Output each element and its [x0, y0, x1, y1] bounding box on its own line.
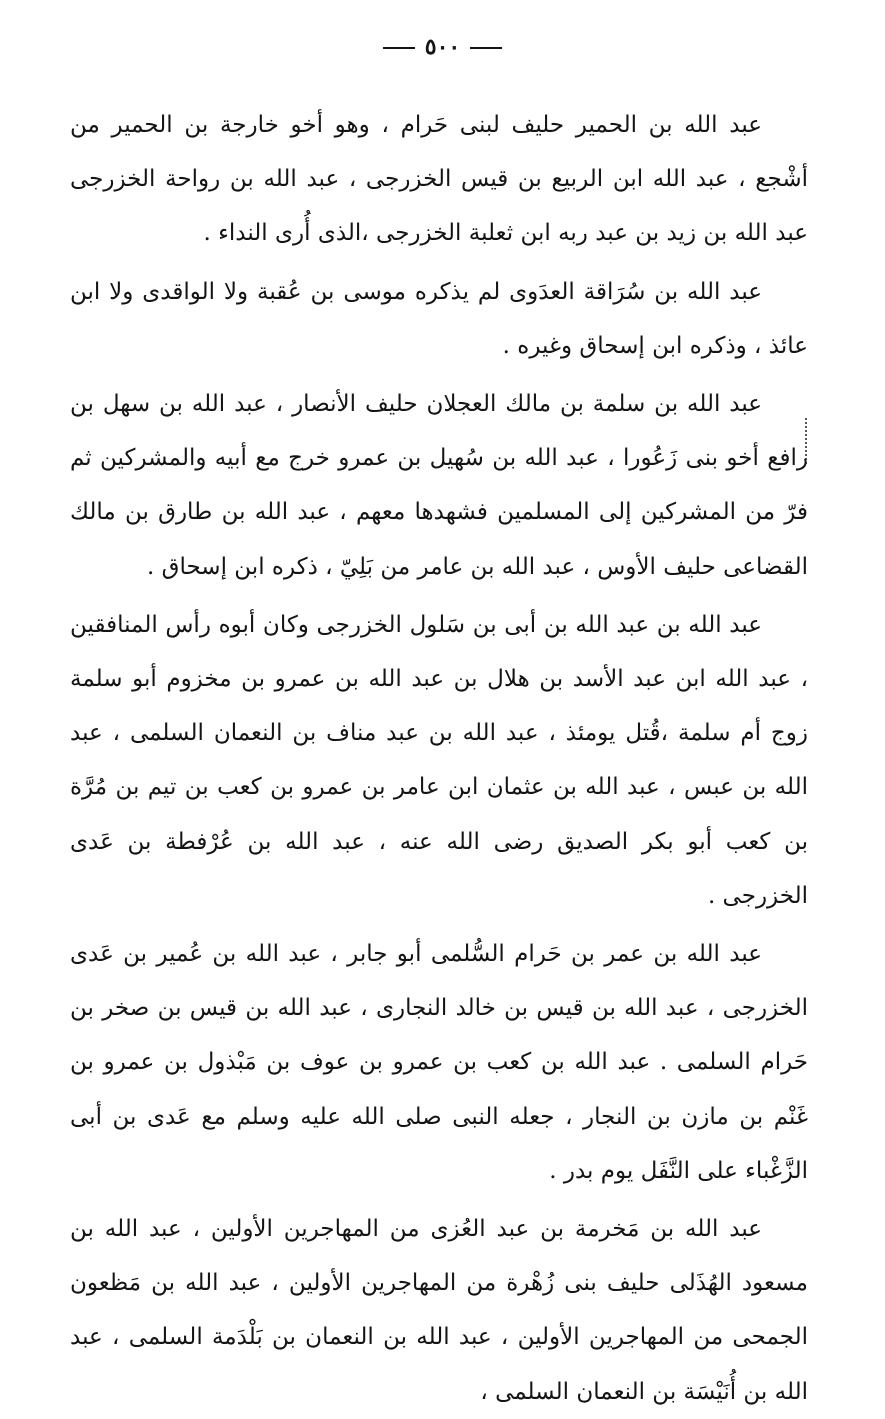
page-number: ٥٠٠: [424, 34, 461, 60]
page-number-header: [0, 34, 885, 60]
paragraph: عبد الله بن سلمة بن مالك العجلان حليف الأنصار ، عبد الله بن سهل بن رافع أخو بنى زَعُورا ، عبد الله بن سُهيل بن عمرو خرج مع أبيه والمشركين ثم فرّ من المشركين إلى المسلمين فشهدها معهم ، عبد الله بن طارق بن مالك القضاعى حليف الأوس ، عبد الله بن عامر من بَلِيّ ، ذكره ابن إسحاق .: [70, 391, 808, 580]
left-dash: [383, 47, 415, 49]
body-text: [70, 98, 808, 1419]
paragraph: عبد الله بن عمر بن حَرام السُّلمى أبو جابر ، عبد الله بن عُمير بن عَدى الخزرجى ، عبد الله بن قيس بن خالد النجارى ، عبد الله بن قيس بن صخر بن حَرام السلمى . عبد الله بن كعب بن عمرو بن عوف بن مَبْذول بن عمرو بن غَنْم بن مازن بن النجار ، جعله النبى صلى الله عليه وسلم مع عَدى بن أبى الزَّغْباء على النَّفَل يوم بدر .: [70, 941, 808, 1184]
paragraph: عبد الله بن سُرَاقة العدَوى لم يذكره موسى بن عُقبة ولا الواقدى ولا ابن عائذ ، وذكره ابن إسحاق وغيره .: [70, 278, 808, 359]
paragraph: عبد الله بن عبد الله بن أبى بن سَلول الخزرجى وكان أبوه رأس المنافقين ، عبد الله ابن عبد الأسد بن هلال بن عبد الله بن عمرو بن مخزوم أبو سلمة زوج أم سلمة ،قُتل يومئذ ، عبد الله بن عبد مناف بن النعمان السلمى ، عبد الله بن عبس ، عبد الله بن عثمان ابن عامر بن عمرو بن كعب بن تيم بن مُرَّة بن كعب أبو بكر الصديق رضى الله عنه ، عبد الله بن عُرْفطة بن عَدى الخزرجى .: [70, 611, 808, 909]
paragraph: عبد الله بن مَخرمة بن عبد العُزى من المهاجرين الأولين ، عبد الله بن مسعود الهُذَلى حليف بنى زُهْرة من المهاجرين الأولين ، عبد الله بن مَظعون الجمحى من المهاجرين الأولين ، عبد الله بن النعمان بن بَلْدَمة السلمى ، عبد الله بن أُنَيْسَة بن النعمان السلمى ،: [70, 1216, 808, 1405]
paragraph: عبد الله بن الحمير حليف لبنى حَرام ، وهو أخو خارجة بن الحمير من أشْجع ، عبد الله ابن الربيع بن قيس الخزرجى ، عبد الله بن رواحة الخزرجى عبد الله بن زيد بن عبد ربه ابن ثعلبة الخزرجى ،الذى أُرى النداء .: [70, 112, 808, 247]
right-dash: [470, 47, 502, 49]
